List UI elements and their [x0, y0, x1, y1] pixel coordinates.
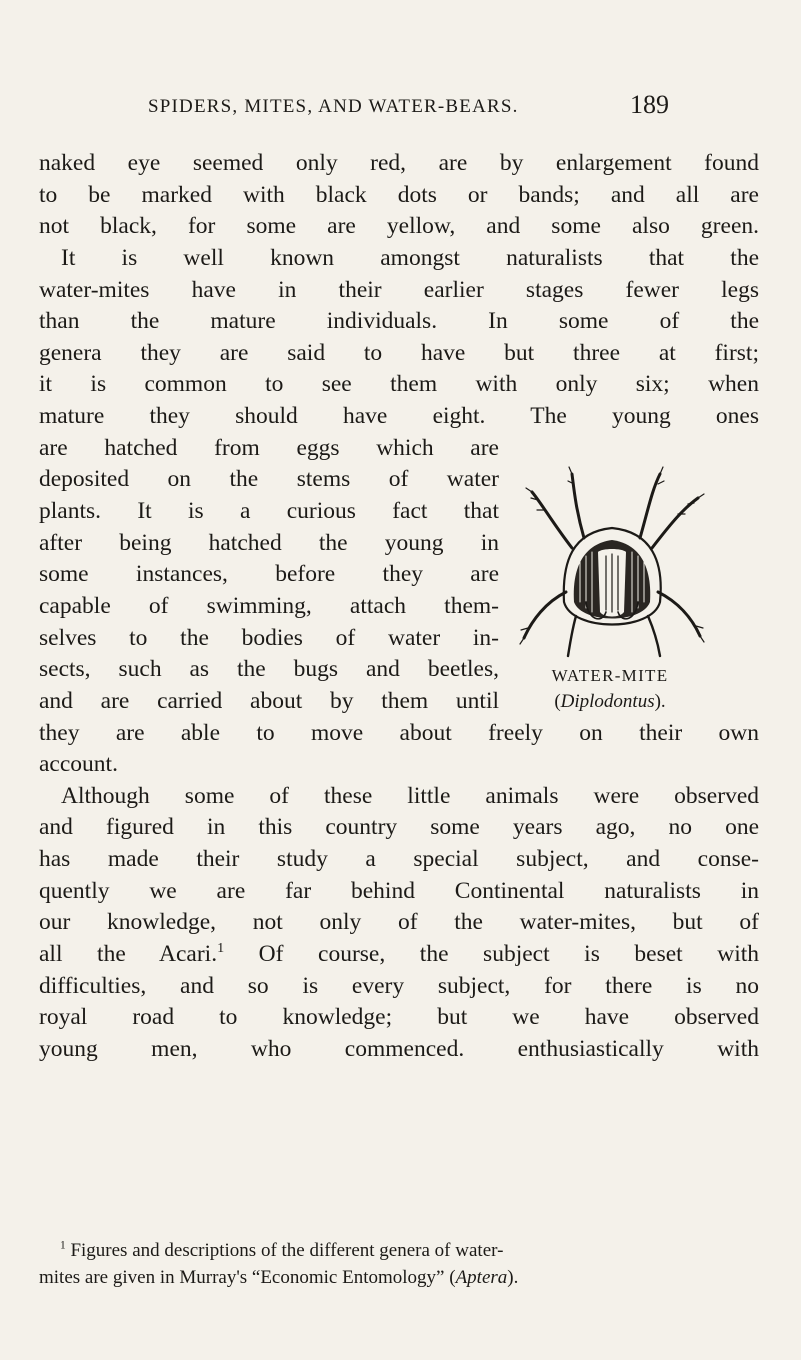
text-line: they are able to move about freely on their own — [39, 719, 759, 746]
text-line: capable of swimming, attach them- — [39, 592, 499, 619]
text-line: naked eye seemed only red, are by enlargement found — [39, 150, 759, 176]
figure-caption-title: WATER-MITE — [551, 666, 669, 685]
footnote-marker: 1 — [60, 1239, 66, 1252]
text-fragment: Of course, the subject is beset with — [224, 941, 760, 968]
caption-close: ). — [654, 691, 666, 712]
water-mite-illustration — [492, 452, 732, 662]
footnote-line — [39, 1237, 760, 1264]
text-fragment: all the Acari. — [39, 941, 218, 968]
caption-species-name: Diplodontus — [560, 691, 655, 712]
text-line — [39, 939, 759, 971]
text-line: royal road to knowledge; but we have observed — [39, 1004, 759, 1031]
text-line: water-mites have in their earlier stages fewer legs — [39, 276, 759, 303]
text-line: Although some of these little animals were observed — [61, 782, 759, 809]
text-line: our knowledge, not only of the water-mites, but of — [39, 909, 759, 936]
text-line: quently we are far behind Continental naturalists in — [39, 877, 759, 904]
page-number: 189 — [630, 90, 669, 119]
text-line: plants. It is a curious fact that — [39, 498, 499, 525]
footnote-line — [39, 1264, 760, 1291]
footnote-text: mites are given in Murray's “Economic Entomology” ( — [39, 1267, 456, 1288]
footnote-reference: 1 — [217, 940, 225, 957]
running-title: SPIDERS, MITES, AND WATER-BEARS. — [148, 96, 519, 117]
text-line: than the mature individuals. In some of the — [39, 308, 759, 335]
text-line: genera they are said to have but three at first; — [39, 339, 759, 366]
text-line: it is common to see them with only six; when — [39, 371, 759, 398]
text-line: It is well known amongst naturalists that the — [61, 244, 759, 271]
text-line: not black, for some are yellow, and some also green. — [39, 213, 759, 240]
text-line: are hatched from eggs which are — [39, 434, 499, 461]
text-line: has made their study a special subject, and conse- — [39, 846, 759, 873]
text-line: account. — [39, 751, 118, 778]
text-line: sects, such as the bugs and beetles, — [39, 656, 499, 683]
text-line: and are carried about by them until — [39, 687, 499, 714]
footnote-text: ). — [507, 1267, 519, 1288]
figure-caption — [492, 663, 728, 715]
text-line: some instances, before they are — [39, 561, 499, 588]
figure-caption-species — [492, 689, 728, 715]
footnote-italic: Aptera — [455, 1267, 508, 1288]
text-line: young men, who commenced. enthusiastically with — [39, 1035, 759, 1062]
text-line: to be marked with black dots or bands; and all are — [39, 181, 759, 208]
text-line: selves to the bodies of water in- — [39, 624, 499, 651]
text-line: after being hatched the young in — [39, 529, 499, 556]
footnote — [39, 1237, 760, 1291]
caption-open: ( — [554, 691, 561, 712]
water-mite-engraving — [502, 452, 722, 662]
text-line: deposited on the stems of water — [39, 466, 499, 493]
text-line: mature they should have eight. The young ones — [39, 403, 759, 430]
footnote-text: Figures and descriptions of the different genera of water- — [70, 1240, 504, 1261]
text-line: and figured in this country some years ago, no one — [39, 814, 759, 841]
text-line: difficulties, and so is every subject, for there is no — [39, 972, 759, 999]
